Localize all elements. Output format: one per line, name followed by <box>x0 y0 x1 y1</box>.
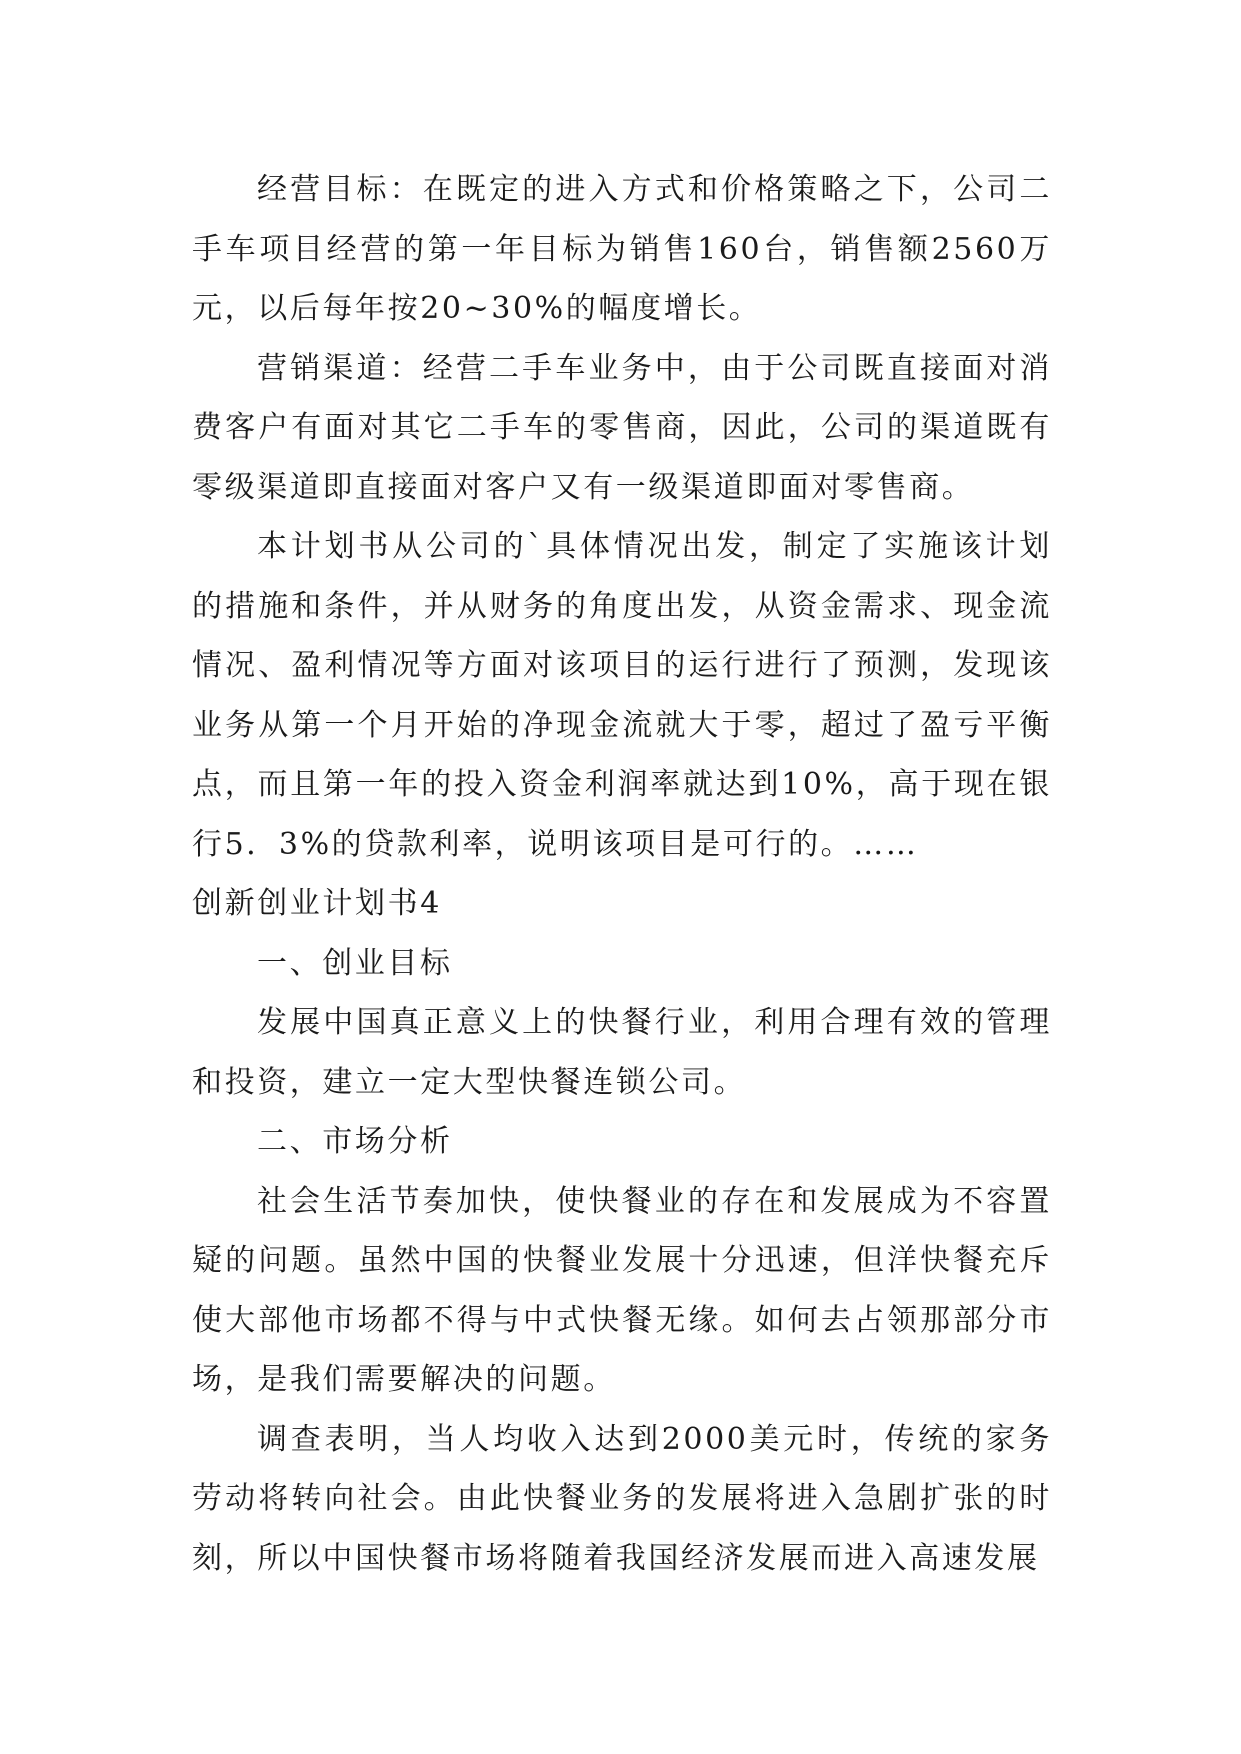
document-body <box>192 160 1052 1588</box>
paragraph-goal: 发展中国真正意义上的快餐行业，利用合理有效的管理和投资，建立一定大型快餐连锁公司。 <box>192 1005 1052 1100</box>
subheading-market: 二、市场分析 <box>257 1124 453 1159</box>
subheading-goal: 一、创业目标 <box>257 945 453 981</box>
paragraph-plan-summary: 本计划书从公司的`具体情况出发，制定了实施该计划的措施和条件，并从财务的角度出发，从资金需求、现金流情况、盈利情况等方面对该项目的运行进行了预测，发现该业务从第一个月开始的净现金流就大于零，超过了盈亏平衡点，而且第一年的投入资金利润率就达到10%，高于现在银行5．3%的贷款利率，说明该项目是可行的。…… <box>192 529 1052 862</box>
paragraph-market-2: 调查表明，当人均收入达到2000美元时，传统的家务劳动将转向社会。由此快餐业务的发展将进入急剧扩张的时刻，所以中国快餐市场将随着我国经济发展而进入高速发展 <box>192 1421 1052 1576</box>
paragraph-market-1: 社会生活节奏加快，使快餐业的存在和发展成为不容置疑的问题。虽然中国的快餐业发展十分迅速，但洋快餐充斥使大部他市场都不得与中式快餐无缘。如何去占领那部分市场，是我们需要解决的问题。 <box>192 1183 1052 1397</box>
section-title: 创新创业计划书4 <box>192 886 442 921</box>
paragraph-business-goal: 经营目标：在既定的进入方式和价格策略之下，公司二手车项目经营的第一年目标为销售160台，销售额2560万元，以后每年按20~30%的幅度增长。 <box>192 172 1052 326</box>
paragraph-marketing-channel: 营销渠道：经营二手车业务中，由于公司既直接面对消费客户有面对其它二手车的零售商，因此，公司的渠道既有零级渠道即直接面对客户又有一级渠道即面对零售商。 <box>192 350 1052 505</box>
